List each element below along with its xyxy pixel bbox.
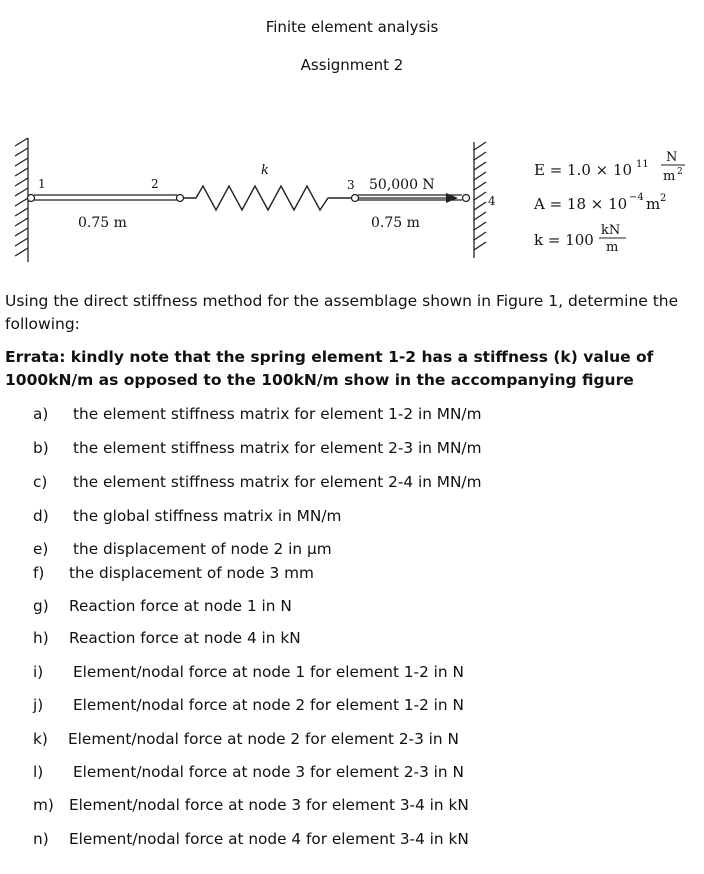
length-label-left: 0.75 m [78, 215, 127, 231]
node-2 [177, 195, 184, 202]
spring-element-2-3 [183, 186, 352, 210]
svg-text:N: N [666, 150, 678, 165]
node-1 [28, 195, 35, 202]
length-label-right: 0.75 m [371, 215, 420, 231]
svg-text:2: 2 [677, 167, 683, 177]
svg-text:11: 11 [636, 159, 649, 170]
svg-text:m: m [606, 240, 619, 255]
left-fixed-wall [15, 138, 28, 262]
force-label: 50,000 N [369, 177, 435, 193]
figure-1-assemblage [0, 130, 704, 270]
svg-text:2: 2 [660, 193, 667, 204]
node-label-3: 3 [347, 178, 355, 192]
property-A [533, 192, 666, 213]
node-label-1: 1 [38, 177, 46, 191]
svg-text:A = 18 × 10: A = 18 × 10 [534, 195, 628, 213]
instructions-paragraph: Using the direct stiffness method for the assemblage shown in Figure 1, determine the following: [5, 292, 679, 333]
svg-text:E = 1.0 × 10: E = 1.0 × 10 [534, 161, 633, 179]
node-label-4: 4 [488, 194, 496, 208]
node-4 [463, 195, 470, 202]
svg-text:k = 100: k = 100 [534, 231, 594, 249]
spring-label: k [261, 163, 269, 178]
right-fixed-wall [474, 142, 486, 258]
document-title: Finite element analysis [265, 18, 439, 36]
svg-text:kN: kN [601, 223, 621, 238]
bar-element-1-2 [34, 195, 177, 200]
property-E [534, 150, 685, 184]
errata-note: Errata: kindly note that the spring element 1-2 has a stiffness (k) value of 1000kN/m as opposed to the 100kN/m show in the accompanying figure [5, 348, 654, 389]
svg-text:m: m [646, 195, 661, 213]
assignment-subtitle: Assignment 2 [300, 56, 404, 74]
node-label-2: 2 [151, 177, 159, 191]
svg-text:m: m [663, 169, 676, 184]
node-3 [352, 195, 359, 202]
svg-text:−4: −4 [629, 192, 644, 203]
property-k [534, 223, 626, 255]
